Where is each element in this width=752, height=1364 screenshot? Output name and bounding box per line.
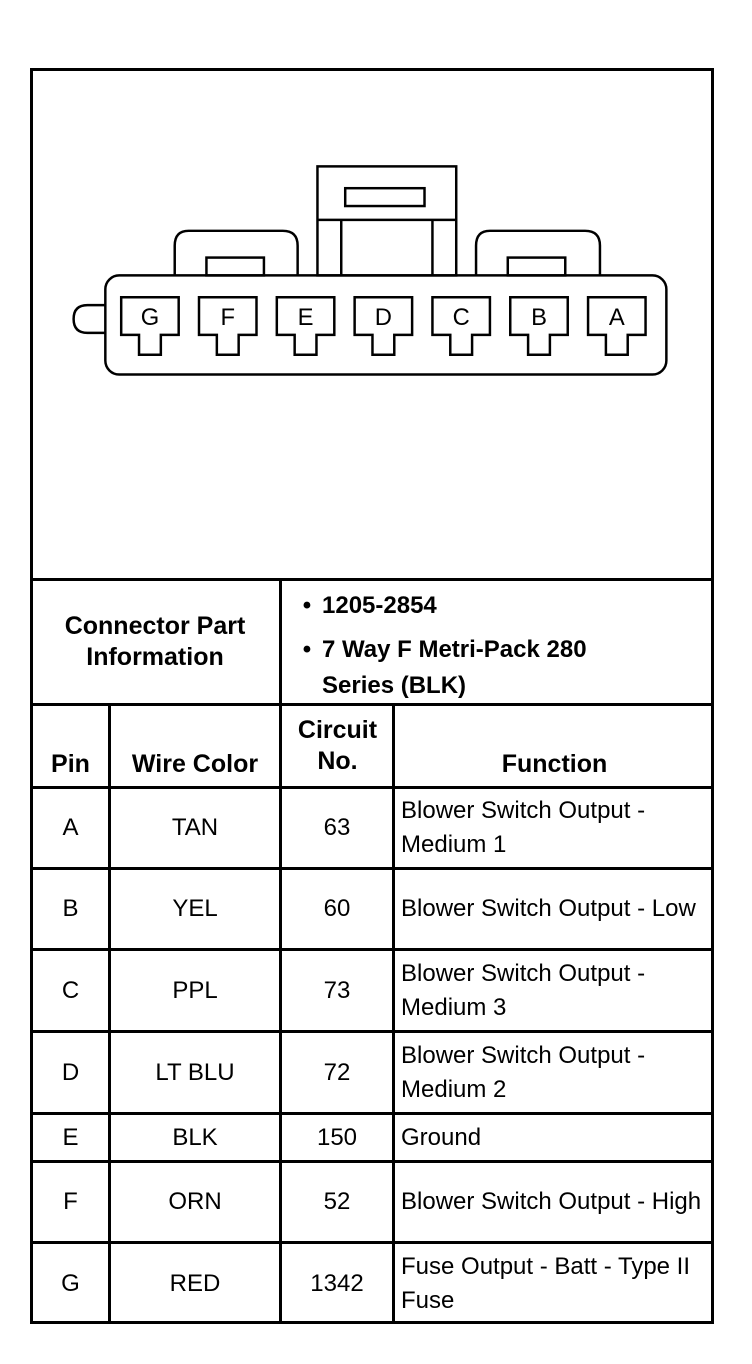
pin-label: C	[452, 303, 470, 331]
wire-color-cell: YEL	[172, 895, 218, 922]
wire-color-cell: BLK	[172, 1123, 218, 1151]
function-cell: Blower Switch Output - High	[401, 1188, 702, 1215]
pin-label: B	[531, 303, 547, 331]
circuit-cell: 73	[323, 976, 351, 1004]
circuit-cell: 63	[323, 814, 351, 841]
function-cell: Blower Switch Output - Medium 2	[401, 1041, 646, 1103]
wire-color-cell: RED	[169, 1270, 221, 1297]
function-cell: Blower Switch Output - Medium 1	[401, 797, 646, 858]
pin-label: G	[140, 303, 160, 331]
pin-cell: E	[62, 1123, 79, 1151]
circuit-cell: 1342	[310, 1270, 364, 1297]
circuit-cell: 60	[323, 895, 351, 922]
pin-label: D	[374, 303, 392, 331]
circuit-cell: 72	[323, 1058, 351, 1086]
function-cell: Blower Switch Output - Low	[401, 895, 696, 922]
part-info-item: • 7 Way F Metri-Pack 280 Series (BLK)	[292, 632, 632, 704]
divider	[279, 578, 282, 706]
pin-label: F	[220, 303, 236, 331]
connector-type: 7 Way F Metri-Pack 280 Series (BLK)	[322, 636, 587, 699]
pin-cell: D	[61, 1058, 80, 1086]
wire-color-cell: LT BLU	[155, 1058, 235, 1086]
part-number: 1205-2854	[322, 592, 437, 619]
part-info-item: • 1205-2854	[292, 588, 632, 624]
function-cell: Fuse Output - Batt - Type II Fuse	[401, 1253, 691, 1314]
pin-label: A	[608, 303, 625, 331]
part-info-label: Connector Part Information	[64, 612, 246, 671]
part-info-list	[292, 588, 632, 704]
wire-color-cell: ORN	[168, 1188, 222, 1215]
wire-color-cell: TAN	[171, 814, 219, 841]
header-function: Function	[501, 749, 608, 778]
pin-cell: A	[62, 814, 79, 841]
pin-cell: B	[62, 895, 79, 922]
circuit-cell: 150	[316, 1123, 358, 1151]
wire-color-cell: PPL	[172, 976, 218, 1004]
circuit-cell: 52	[323, 1188, 351, 1215]
pin-cell: G	[61, 1270, 80, 1297]
header-circuit: Circuit No.	[297, 716, 378, 775]
header-pin: Pin	[51, 749, 90, 778]
connector-diagram	[30, 68, 708, 578]
header-wire-color: Wire Color	[131, 749, 259, 778]
pin-cell: F	[63, 1188, 78, 1215]
function-cell: Blower Switch Output - Medium 3	[401, 959, 646, 1021]
pin-label: E	[297, 303, 314, 331]
pin-cell: C	[61, 976, 80, 1004]
function-cell: Ground	[401, 1123, 482, 1151]
